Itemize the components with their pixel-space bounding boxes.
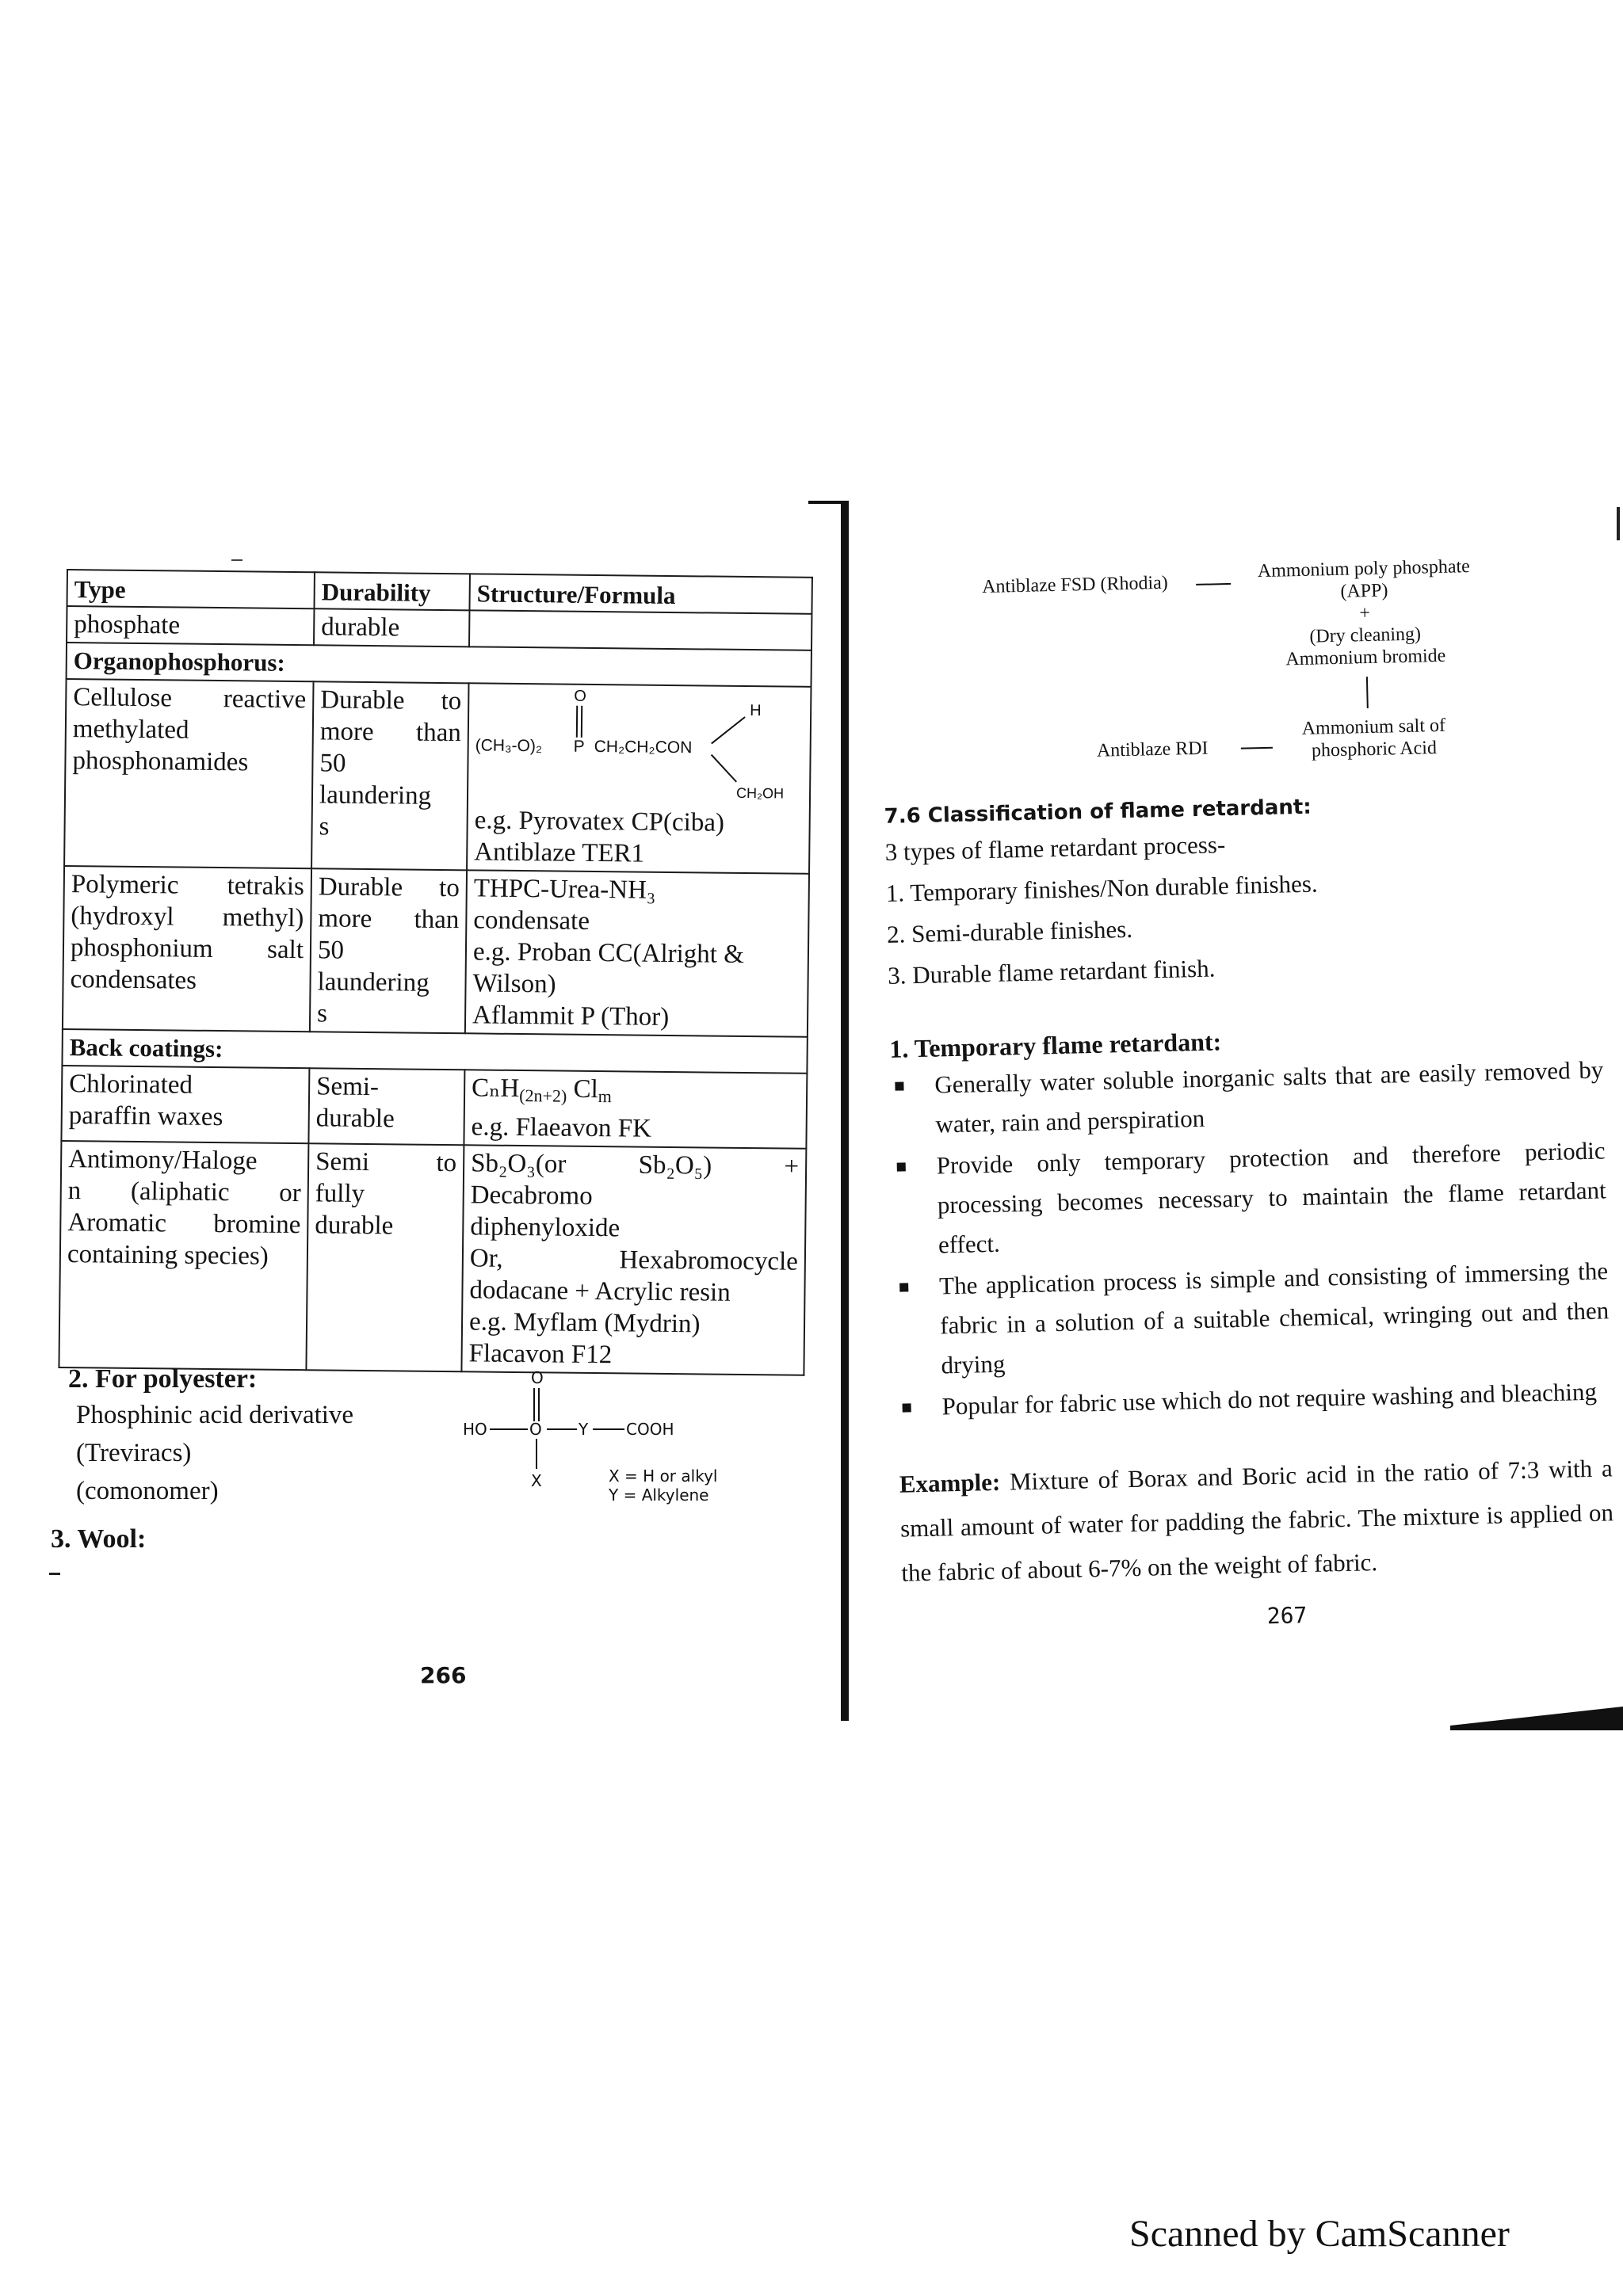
cell-line: Cellulose reactive [73, 683, 307, 715]
cell-durability [311, 681, 468, 870]
book-spine-cap [808, 501, 848, 504]
formula-subscript: (2n+2) [519, 1085, 567, 1106]
cell-line: condensates [70, 965, 197, 995]
cell-line: THPC-Urea-NH₃ [473, 874, 656, 905]
oxygen-mid-label: O [529, 1420, 542, 1439]
cell-line: Or, Hexabromocycle [469, 1244, 799, 1276]
table-row [61, 1066, 807, 1149]
cell-durability [306, 1143, 464, 1371]
example-text: Mixture of Borax and Boric acid in the ratio of 7:3 with a small amount of water for padding the fabric. The mixture is applied on the fabric of about 6-7% on the weight of fabric. [899, 1454, 1614, 1587]
ch2oh-label: CH₂OH [735, 784, 785, 802]
cell-line: s [316, 999, 328, 1028]
hydrogen-label: H [750, 702, 762, 720]
section-label: Back coatings: [62, 1029, 807, 1074]
list-item [895, 1251, 1610, 1386]
cell-durability: durable [314, 608, 469, 646]
polyester-description [76, 1396, 441, 1510]
bullet-text: Provide only temporary protection and therefore periodic processing becomes necessary to maintain the flame retardant effect. [936, 1136, 1607, 1259]
cell-line: methylated [72, 715, 189, 745]
dry-cleaning: (Dry cleaning) [1309, 624, 1422, 647]
cell-line: Aromatic bromine [67, 1208, 301, 1240]
cell-line: Durable to [320, 685, 462, 716]
cell-durability [310, 868, 467, 1033]
chain-label: CH₂CH₂CON [594, 737, 693, 757]
scanner-watermark: Scanned by CamScanner [1129, 2213, 1510, 2255]
classification-section [884, 788, 1601, 996]
scan-mark [49, 1573, 60, 1575]
bullet-icon [895, 1081, 903, 1090]
cell-line: durable [315, 1104, 395, 1134]
table-row [63, 866, 809, 1037]
cell-structure [464, 1070, 807, 1149]
cell-line: laundering [317, 967, 430, 997]
scan-mark [231, 559, 242, 561]
formula-tail: Cl [567, 1074, 598, 1104]
cell-line: containing species) [67, 1240, 269, 1271]
header-structure: Structure/Formula [469, 574, 812, 614]
wool-heading: 3. Wool: [51, 1524, 147, 1554]
type-item: 3. Durable flame retardant finish. [887, 954, 1216, 990]
cell-durability [308, 1068, 464, 1145]
cell-line: Antiblaze TER1 [474, 837, 645, 868]
polyester-heading: 2. For polyester: [68, 1364, 258, 1394]
example-paragraph [899, 1446, 1615, 1595]
bullet-icon [897, 1162, 906, 1171]
antiblaze-fsd: Antiblaze FSD (Rhodia) [981, 572, 1169, 598]
table-row [59, 1141, 806, 1375]
bullet-text: Popular for fabric use which do not require washing and bleaching [941, 1377, 1598, 1421]
cell-line: n (aliphatic or [67, 1177, 301, 1208]
app-abbr: (APP) [1340, 580, 1388, 602]
intro-line: 3 types of flame retardant process- [884, 830, 1226, 866]
ammonium-salt-block [1270, 714, 1477, 763]
formula-subscript-m: m [598, 1086, 612, 1107]
bullet-icon [899, 1283, 908, 1291]
cell-line: Wilson) [472, 969, 556, 999]
shadow-wedge [1450, 1707, 1623, 1730]
cell-line: more than [318, 904, 460, 935]
antiblaze-rdi: Antiblaze RDI [1096, 738, 1209, 761]
app-name: Ammonium poly phosphate [1257, 556, 1471, 582]
ho-label: HO [463, 1420, 487, 1439]
phosphinic-acid-structure [458, 1364, 743, 1507]
bond-line [712, 717, 745, 744]
cell-line: Sb₂O₃(or Sb₂O₅) + [470, 1149, 800, 1181]
temporary-heading: 1. Temporary flame retardant: [888, 1027, 1222, 1063]
cell-line: condensate [473, 906, 590, 936]
intro-block [884, 815, 1601, 996]
cell-structure [465, 870, 809, 1037]
cell-line: phosphonamides [72, 746, 249, 777]
cell-structure [467, 683, 811, 874]
text-line: (comonomer) [76, 1477, 219, 1505]
cell-line: more than [319, 717, 462, 748]
type-item: 1. Temporary finishes/Non durable finishes. [885, 869, 1319, 907]
app-block [1237, 555, 1493, 671]
cell-type [59, 1141, 308, 1370]
list-item [892, 1131, 1607, 1265]
oxygen-label: O [574, 687, 587, 705]
cell-type [64, 679, 313, 868]
table-row [64, 679, 811, 874]
cell-line: Durable to [318, 872, 460, 903]
bullet-icon [903, 1403, 911, 1412]
cell-line: s [319, 812, 330, 841]
formula-main: CₙH [471, 1074, 520, 1104]
cell-line: Polymeric tetrakis [71, 870, 305, 902]
ammonium-bromide: Ammonium bromide [1285, 645, 1446, 670]
paraffin-formula [472, 1072, 800, 1114]
cell-line: Aflammit P (Thor) [472, 1001, 670, 1032]
cell-line: Chlorinated [69, 1070, 193, 1100]
cell-line: e.g. Pyrovatex CP(ciba) [474, 806, 725, 837]
section-label: Organophosphorus: [67, 643, 812, 687]
x-label: X [531, 1471, 542, 1490]
bullet-list [890, 1050, 1611, 1427]
type-item: 2. Semi-durable finishes. [886, 914, 1133, 948]
antiblaze-diagram [878, 531, 1597, 784]
legend-x: X = H or alkyl [609, 1466, 718, 1486]
cell-structure [469, 610, 812, 650]
list-item [890, 1050, 1605, 1145]
header-durability: Durability [314, 572, 469, 610]
y-label: Y [579, 1420, 589, 1439]
cell-line: diphenyloxide [470, 1212, 621, 1243]
section-title: 7.6 Classification of flame retardant: [884, 795, 1312, 829]
connector-line [1241, 747, 1273, 749]
cell-line: laundering [319, 780, 432, 810]
page-number-right: 267 [1266, 1602, 1308, 1630]
cell-type [61, 1066, 309, 1143]
cell-line: 50 [317, 936, 345, 965]
cell-line: dodacane + Acrylic resin [469, 1276, 731, 1307]
cell-line: Antimony/Haloge [68, 1145, 258, 1176]
cell-structure [461, 1145, 806, 1375]
flame-retardant-table [58, 569, 812, 1376]
cell-line: fully [315, 1179, 365, 1208]
page-edge-mark [1617, 507, 1620, 540]
connector-line [1196, 583, 1231, 585]
text-line: (Treviracs) [76, 1439, 192, 1467]
phosphorus-label: P [573, 737, 585, 756]
temporary-section [889, 1015, 1611, 1427]
cell-line: paraffin waxes [68, 1101, 223, 1132]
cell-line: e.g. Myflam (Mydrin) [468, 1307, 701, 1339]
cell-line: (hydroxyl methyl) [71, 902, 304, 933]
acid-line: phosphoric Acid [1311, 738, 1438, 761]
bond-line [711, 755, 736, 782]
bullet-text: Generally water soluble inorganic salts that are easily removed by water, rain and perspiration [934, 1055, 1604, 1138]
book-spine [841, 501, 849, 1721]
legend-y: Y = Alkylene [609, 1486, 709, 1505]
oxygen-top-label: O [531, 1368, 544, 1387]
cell-line: Decabromo [470, 1180, 593, 1211]
example-label: Example: [899, 1467, 1001, 1498]
phosphonamide-structure [475, 685, 803, 807]
page-edge-shadow [1450, 1703, 1623, 1730]
page-number-left: 266 [420, 1662, 467, 1688]
cell-type [63, 866, 311, 1032]
cell-line: e.g. Flaeavon FK [471, 1112, 652, 1143]
cell-type: phosphate [67, 606, 314, 645]
cell-line: phosphonium salt [70, 933, 304, 965]
text-line: Phosphinic acid derivative [76, 1401, 354, 1429]
plus-sign: + [1358, 602, 1371, 624]
bullet-text: The application process is simple and consisting of immersing the fabric in a solution of a suitable chemical, wringing out and then drying [938, 1257, 1610, 1379]
right-page [878, 531, 1616, 1638]
salt-line: Ammonium salt of [1301, 715, 1446, 739]
cell-line: 50 [319, 749, 346, 778]
cell-line: durable [315, 1211, 394, 1241]
cell-line: Flacavon F12 [468, 1339, 613, 1370]
cell-line: e.g. Proban CC(Alright & [472, 937, 745, 969]
cell-line: Semi- [315, 1072, 380, 1102]
connector-line [1366, 677, 1369, 708]
cooh-label: COOH [626, 1420, 674, 1439]
header-type: Type [67, 570, 315, 608]
methoxy-label: (CH₃-O)₂ [475, 736, 543, 756]
cell-line: Semi to [315, 1147, 457, 1178]
